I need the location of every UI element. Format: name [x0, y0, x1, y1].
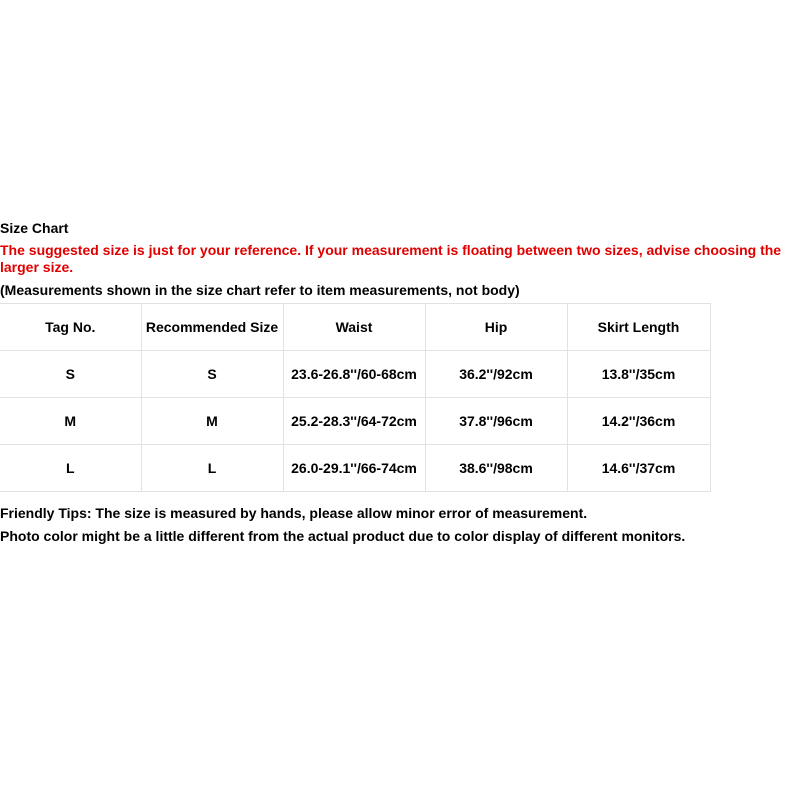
size-chart-document — [0, 219, 800, 545]
friendly-tips: Friendly Tips: The size is measured by hands, please allow minor error of measurement. — [0, 505, 588, 521]
table-header-row — [0, 304, 710, 351]
header-waist: Waist — [283, 304, 425, 351]
table-cell: 13.8''/35cm — [567, 351, 710, 398]
table-row — [0, 398, 710, 445]
table-cell: 38.6''/98cm — [425, 445, 567, 492]
table-cell: M — [0, 398, 141, 445]
table-cell: L — [0, 445, 141, 492]
table-cell: L — [141, 445, 283, 492]
table-cell: S — [141, 351, 283, 398]
table-cell: 25.2-28.3''/64-72cm — [283, 398, 425, 445]
table-cell: 26.0-29.1''/66-74cm — [283, 445, 425, 492]
table-cell: 14.6''/37cm — [567, 445, 710, 492]
size-warning: The suggested size is just for your reference. If your measurement is floating between two sizes, advise choosing the larger size. — [0, 242, 782, 275]
color-disclaimer: Photo color might be a little different from the actual product due to color display of different monitors. — [0, 528, 686, 544]
size-table — [0, 303, 711, 492]
table-cell: 14.2''/36cm — [567, 398, 710, 445]
table-cell: M — [141, 398, 283, 445]
measurement-note: (Measurements shown in the size chart refer to item measurements, not body) — [0, 282, 520, 298]
header-skirt-length: Skirt Length — [567, 304, 710, 351]
header-recommended-size: Recommended Size — [141, 304, 283, 351]
header-hip: Hip — [425, 304, 567, 351]
table-row — [0, 445, 710, 492]
table-cell: 23.6-26.8''/60-68cm — [283, 351, 425, 398]
table-cell: S — [0, 351, 141, 398]
table-row — [0, 351, 710, 398]
table-cell: 37.8''/96cm — [425, 398, 567, 445]
table-cell: 36.2''/92cm — [425, 351, 567, 398]
page-title: Size Chart — [0, 220, 69, 236]
header-tag-no: Tag No. — [0, 304, 141, 351]
